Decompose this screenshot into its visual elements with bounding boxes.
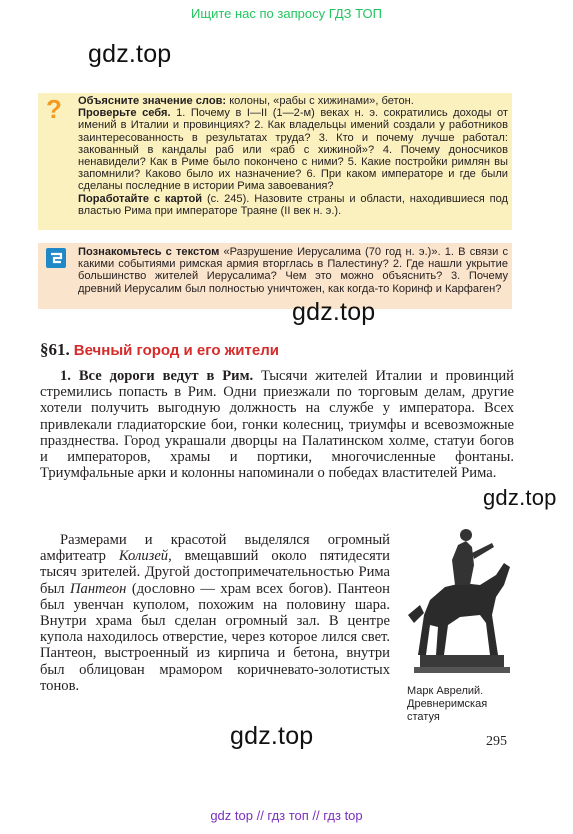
- watermark: gdz.top: [230, 722, 314, 750]
- map-task-text: (с. 245). Назовите страны и области, находившиеся под властью Рима при императоре Траяне (II век н. э.).: [78, 192, 508, 217]
- footer-links[interactable]: gdz top // гдз топ // гдз top: [210, 808, 363, 823]
- self-check-heading: Проверьте себя.: [78, 107, 171, 120]
- section-heading: [40, 340, 279, 360]
- section-number: §61.: [40, 340, 70, 359]
- paragraph-1: [40, 368, 514, 481]
- text-task-questions: «Разрушение Иерусалима (70 год н. э.)». 1. В связи с какими событиями римская армия вторглась в Палестину? 2. Где нашли укрытие большинство жителей Иерусалима? Чем это можно объяснить? 3. Почему древний Иерусалим был полностью уничтожен, как когда-то Коринф и Карфаген?: [78, 246, 508, 295]
- top-banner[interactable]: Ищите нас по запросу ГДЗ ТОП: [191, 6, 382, 21]
- text-task-icon: [46, 248, 66, 268]
- text-task: [78, 246, 508, 295]
- section-title: Вечный город и его жители: [73, 342, 279, 359]
- paragraph-2-text-a: Размерами и красотой выделялся огромный амфитеатр: [40, 532, 390, 565]
- text-task-heading: Познакомьтесь с текстом: [78, 246, 220, 258]
- pantheon-term: Пантеон: [69, 580, 127, 597]
- vocab-words: колоны, «рабы с хижинами», бетон.: [226, 95, 414, 107]
- paragraph-1-text: Тысячи жителей Италии и провинций стремились попасть в Рим. Одни приезжали по торговым делам, другие хотели получить выгодную должность на службе у императора. Всех привлекали гладиаторские бои, гонки колесниц, триумфы и всевозможные празднества. Город украшали дворцы на Палатинском холме, статуи богов и императоров, храмы и портики, многочисленные фонтаны. Триумфальные арки и колонны напоминали о победах властителей Рима.: [40, 368, 514, 482]
- paragraph-2-text-b: , вмещавший около пятидесяти тысяч зрителей. Другой достопримечательностью Рима был: [40, 548, 390, 597]
- image-caption: Марк Аврелий. Древнеримская статуя: [407, 685, 488, 723]
- paragraph-2-text-c: (дословно — храм всех богов). Пантеон был увенчан куполом, похожим на половину шара. Внутри храма был сделан огромный зал. В центре купола находилось отверстие, через которое лился свет. Пантеон, выстроенный из кирпича и бетона, внутри был облицован мрамором коричневато-золотистых тонов.: [40, 580, 390, 694]
- paragraph-2: [40, 532, 390, 694]
- questions-text: [78, 95, 508, 217]
- page-number: 295: [486, 734, 507, 749]
- marcus-aurelius-statue-image: [400, 505, 520, 677]
- self-check-questions: 1. Почему в I—II (1—2-м) веках н. э. сократились доходы от имений в Италии и провинциях? 2. Как владельцы имений создали у работников заинтересованность в результатах труда? 3. Кто и почему лучше работал: закованный в кандалы раб или «раб с хижиной»? 4. Почему доносчиков ненавидели? Как в Риме было покончено с ними? 5. Какие постройки римлян вы запомнили? Каково было их назначение? 6. При каком императоре и где были сделаны последние в истории Рима завоевания?: [78, 107, 508, 193]
- paragraph-1-heading: 1. Все дороги ведут в Рим.: [60, 368, 254, 384]
- colosseum-term: Колизей: [118, 548, 169, 565]
- watermark: gdz.top: [292, 298, 376, 326]
- question-icon: ?: [46, 94, 62, 124]
- vocab-heading: Объясните значение слов:: [78, 95, 227, 107]
- map-task-heading: Поработайте с картой: [78, 192, 203, 205]
- watermark: gdz.top: [483, 485, 557, 510]
- watermark: gdz.top: [88, 40, 172, 68]
